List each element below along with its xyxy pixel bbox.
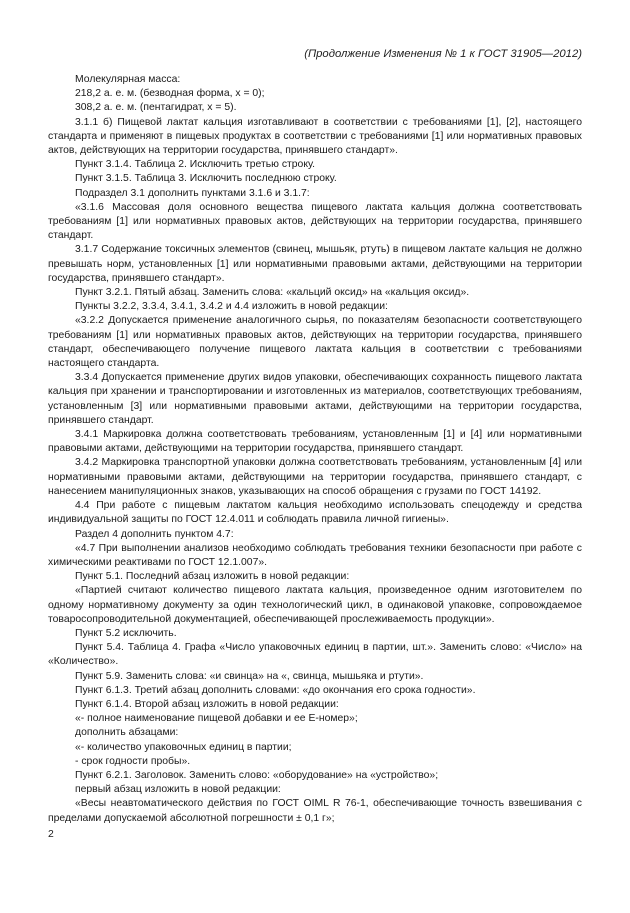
paragraph: 3.4.1 Маркировка должна соответствовать требованиям, установленным [1] и [4] или нормативными правовыми актами, действующими на территории государства, принявшего стандарт. bbox=[48, 429, 582, 455]
paragraph: «- полное наименование пищевой добавки и ее Е-номер»; bbox=[75, 713, 358, 725]
paragraph: 3.4.2 Маркировка транспортной упаковки должна соответствовать требованиям, установленным [4] или нормативными правовыми актами, действующими на территории государства, принявшего стандарт, с нанесением манипуляционных знаков, указывающих на способ обращения с грузами по ГОСТ 14192. bbox=[48, 457, 582, 497]
running-header: (Продолжение Изменения № 1 к ГОСТ 31905—2012) bbox=[304, 48, 582, 60]
paragraph: Пункт 3.1.4. Таблица 2. Исключить третью строку. bbox=[75, 159, 316, 171]
paragraph: Подраздел 3.1 дополнить пунктами 3.1.6 и 3.1.7: bbox=[75, 187, 310, 199]
paragraph: первый абзац изложить в новой редакции: bbox=[75, 784, 281, 796]
paragraph: «Партией считают количество пищевого лактата кальция, произведенное одним изготовителем по одному нормативному документу за один технологический цикл, в одинаковой упаковке, сопровождаемое товаросопроводительной документацией, обеспечивающей прослеживаемость продукции». bbox=[48, 585, 582, 625]
paragraph: 308,2 а. е. м. (пентагидрат, x = 5). bbox=[75, 102, 237, 114]
paragraph: 3.3.4 Допускается применение других видов упаковки, обеспечивающих сохранность пищевого лактата кальция при хранении и транспортировании и изготовленных из материалов, соответствующих требованиям, установленным [3] или нормативными правовыми актами, действующими на территории государства, принявшего стандарт. bbox=[48, 372, 582, 426]
paragraph: 218,2 а. е. м. (безводная форма, x = 0); bbox=[75, 88, 265, 100]
paragraph: Пункт 5.9. Заменить слова: «и свинца» на «, свинца, мышьяка и ртути». bbox=[75, 670, 424, 682]
document-body bbox=[48, 73, 582, 826]
paragraph: дополнить абзацами: bbox=[75, 727, 179, 739]
paragraph: Пункт 5.1. Последний абзац изложить в новой редакции: bbox=[75, 571, 350, 583]
paragraph: Пункт 5.2 исключить. bbox=[75, 627, 177, 639]
paragraph: Раздел 4 дополнить пунктом 4.7: bbox=[75, 528, 234, 540]
paragraph: 3.1.1 б) Пищевой лактат кальция изготавливают в соответствии с требованиями [1], [2], настоящего стандарта и применяют в пищевых продуктах в соответствии с требованиями [1] или нормативных правовых актов, действующих на территории государства, принявшего стандарт». bbox=[48, 116, 582, 157]
page-number: 2 bbox=[48, 829, 54, 840]
paragraph: «3.2.2 Допускается применение аналогичного сырья, по показателям безопасности соответствующего требованиям [1] или нормативных правовых актов, действующих на территории государства, принявшего стандарт, обеспечивающего получение пищевого лактата кальция в соответствии с требованиями настоящего стандарта. bbox=[48, 315, 582, 370]
paragraph: Пункт 6.1.4. Второй абзац изложить в новой редакции: bbox=[75, 698, 339, 710]
paragraph: Пункт 6.2.1. Заголовок. Заменить слово: «оборудование» на «устройство»; bbox=[75, 769, 439, 781]
paragraph: Пункты 3.2.2, 3.3.4, 3.4.1, 3.4.2 и 4.4 изложить в новой редакции: bbox=[75, 301, 388, 313]
paragraph: «Весы неавтоматического действия по ГОСТ OIML R 76-1, обеспечивающие точность взвешивания с пределами допускаемой абсолютной погрешности ± 0,1 г»; bbox=[48, 798, 582, 824]
paragraph: Пункт 6.1.3. Третий абзац дополнить словами: «до окончания его срока годности». bbox=[75, 684, 476, 696]
paragraph: Пункт 3.1.5. Таблица 3. Исключить последнюю строку. bbox=[75, 173, 337, 185]
paragraph: 3.1.7 Содержание токсичных элементов (свинец, мышьяк, ртуть) в пищевом лактате кальция не должно превышать норм, установленных [1] или нормативными правовыми актами, действующими на территории государства, принявшего стандарт». bbox=[48, 244, 582, 284]
paragraph: Пункт 5.4. Таблица 4. Графа «Число упаковочных единиц в партии, шт.». Заменить слово: «Число» на «Количество». bbox=[48, 642, 582, 668]
paragraph: - срок годности пробы». bbox=[75, 755, 191, 767]
paragraph: Пункт 3.2.1. Пятый абзац. Заменить слова: «кальций оксид» на «кальция оксид». bbox=[75, 287, 470, 299]
paragraph: 4.4 При работе с пищевым лактатом кальция необходимо использовать спецодежду и средства индивидуальной защиты по ГОСТ 12.4.011 и соблюдать правила личной гигиены». bbox=[48, 500, 582, 526]
paragraph: «3.1.6 Массовая доля основного вещества пищевого лактата кальция должна соответствовать требованиям [1] или нормативных правовых актов, действующих на территории государства, принявшего стандарт. bbox=[48, 201, 582, 242]
paragraph: Молекулярная масса: bbox=[75, 74, 181, 85]
paragraph: «4.7 При выполнении анализов необходимо соблюдать требования техники безопасности при работе с химическими реактивами по ГОСТ 12.1.007». bbox=[48, 542, 582, 568]
paragraph: «- количество упаковочных единиц в партии; bbox=[75, 741, 292, 753]
